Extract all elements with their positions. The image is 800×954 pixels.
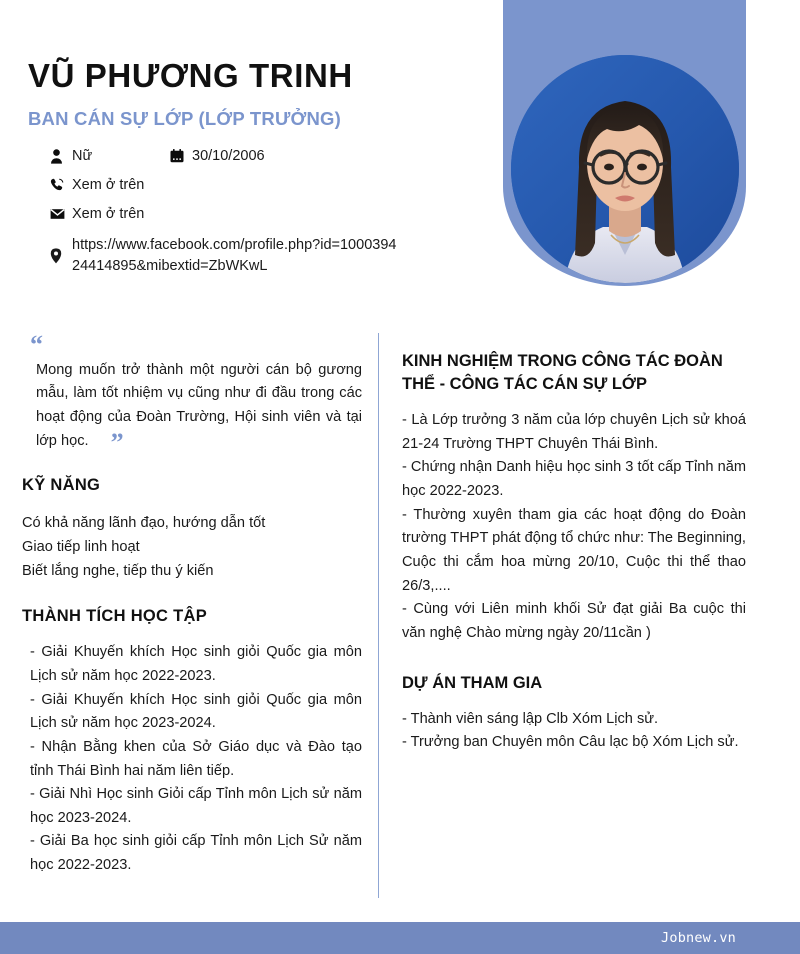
list-item: - Trưởng ban Chuyên môn Câu lạc bộ Xóm Lịch sử.	[402, 734, 739, 751]
list-item: - Thành viên sáng lập Clb Xóm Lịch sử.	[402, 710, 659, 727]
list-item: - Chứng nhận Danh hiệu học sinh 3 tốt cấp Tỉnh năm học 2022-2023.	[402, 459, 746, 500]
contact-phone[interactable]	[50, 177, 144, 193]
projects-section-title: DỰ ÁN THAM GIA	[402, 673, 543, 692]
objective-quote	[22, 330, 362, 457]
location-pin-icon	[50, 248, 72, 264]
list-item: - Giải Nhì Học sinh Giỏi cấp Tỉnh môn Lịch sử năm học 2023-2024.	[30, 786, 362, 826]
footer-bar	[0, 922, 800, 954]
list-item: Giao tiếp linh hoạt	[22, 539, 140, 556]
list-item: - Nhận Bằng khen của Sở Giáo dục và Đào tạo tỉnh Thái Bình hai năm liên tiếp.	[30, 738, 362, 779]
footer-brand: Jobnew.vn	[661, 930, 736, 946]
column-divider	[378, 333, 379, 898]
phone-icon	[50, 178, 72, 192]
contact-info	[28, 148, 503, 276]
quote-text-wrapper	[22, 359, 362, 457]
right-column	[402, 350, 746, 755]
contact-phone-value: Xem ở trên	[72, 177, 145, 194]
list-item: - Thường xuyên tham gia các hoạt động do Đoàn trường THPT phát động tổ chức như: The Beginning, Cuộc thi cắm hoa mừng 20/10, Cuộc thi thể thao 26/3,....	[402, 506, 746, 594]
achievements-list	[22, 641, 362, 877]
list-item: Có khả năng lãnh đạo, hướng dẫn tốt	[22, 514, 266, 531]
quote-open-mark: “	[30, 330, 43, 359]
contact-birthdate-value: 30/10/2006	[192, 148, 265, 165]
content-columns	[0, 330, 800, 898]
envelope-icon	[50, 208, 72, 220]
calendar-icon	[170, 149, 192, 163]
list-item: - Giải Khuyến khích Học sinh giỏi Quốc gia môn Lịch sử năm học 2023-2024.	[30, 691, 362, 732]
achievements-section-title: THÀNH TÍCH HỌC TẬP	[22, 606, 208, 625]
person-icon	[50, 149, 72, 164]
experience-list	[402, 409, 746, 645]
list-item: Biết lắng nghe, tiếp thu ý kiến	[22, 563, 214, 580]
contact-gender-value: Nữ	[72, 148, 93, 165]
contact-row-link	[50, 235, 503, 276]
contact-gender	[50, 148, 170, 164]
photo-panel	[503, 0, 746, 286]
header	[0, 0, 503, 289]
contact-email[interactable]	[50, 206, 144, 222]
contact-row-email	[50, 206, 503, 222]
list-item: - Là Lớp trưởng 3 năm của lớp chuyên Lịch sử khoá 21-24 Trường THPT Chuyên Thái Bình.	[402, 412, 746, 452]
left-column	[22, 330, 362, 878]
list-item: - Cùng với Liên minh khối Sử đạt giải Ba cuộc thi văn nghệ Chào mừng ngày 20/11cần )	[402, 601, 746, 641]
avatar	[511, 55, 739, 283]
page-title: VŨ PHƯƠNG TRINH	[28, 57, 353, 94]
list-item: - Giải Khuyến khích Học sinh giỏi Quốc gia môn Lịch sử năm học 2022-2023.	[30, 644, 362, 684]
quote-text: Mong muốn trở thành một người cán bộ gương mẫu, làm tốt nhiệm vụ cũng như đi đầu trong các hoạt động của Đoàn Trường, Hội sinh viên và tại lớp học.	[36, 361, 362, 449]
portrait-photo-illustration	[511, 55, 739, 283]
quote-close-mark: ”	[110, 427, 124, 457]
skills-section-title: KỸ NĂNG	[22, 476, 101, 495]
contact-link-value[interactable]: https://www.facebook.com/profile.php?id=100039424414895&mibextid=ZbWKwL	[72, 237, 397, 274]
contact-row-phone	[50, 177, 503, 193]
list-item: - Giải Ba học sinh giỏi cấp Tỉnh môn Lịch Sử năm học 2022-2023.	[30, 833, 362, 874]
experience-section-title: KINH NGHIỆM TRONG CÔNG TÁC ĐOÀN THỂ - CÔNG TÁC CÁN SỰ LỚP	[402, 352, 723, 394]
contact-birthdate	[170, 148, 265, 164]
contact-row-gender-birthdate	[50, 148, 503, 164]
contact-email-value: Xem ở trên	[72, 206, 145, 223]
projects-list	[402, 708, 746, 755]
role-subtitle: BAN CÁN SỰ LỚP (LỚP TRƯỞNG)	[28, 108, 341, 130]
skills-list	[22, 511, 362, 584]
